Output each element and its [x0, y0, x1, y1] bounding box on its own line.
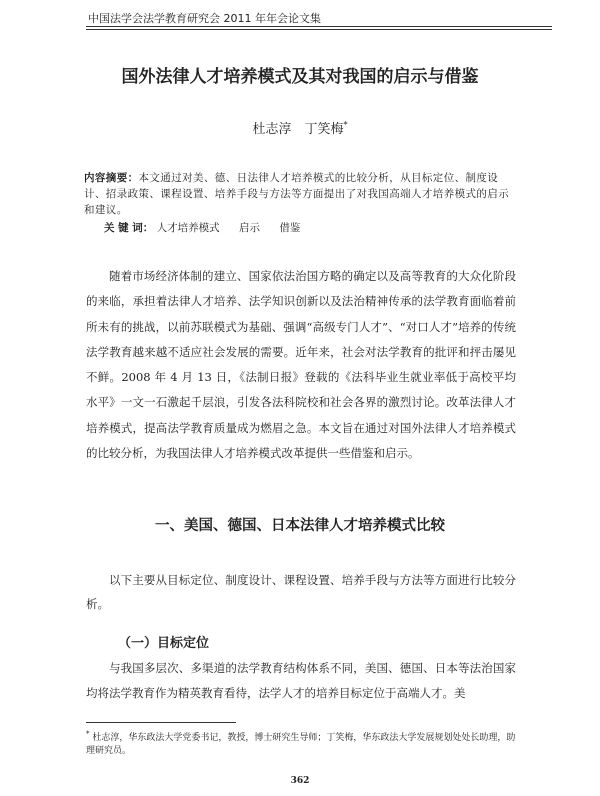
- header-rule-top: [86, 26, 552, 27]
- section-heading: 一、美国、德国、日本法律人才培养模式比较: [155, 517, 445, 534]
- keyword: 启示: [239, 222, 260, 234]
- footnote-text: 杜志淳，华东政法大学党委书记，教授，博士研究生导师；丁笑梅，华东政法大学发展规划处处长助理，助理研究员。: [86, 733, 516, 756]
- paper-title: 国外法律人才培养模式及其对我国的启示与借鉴: [121, 67, 479, 87]
- header-rule-bottom: [86, 29, 552, 30]
- abstract-label: 内容摘要：: [84, 172, 139, 184]
- body-paragraph: 随着市场经济体制的建立、国家依法治国方略的确定以及高等教育的大众化阶段的来临，承担着法律人才培养、法学知识创新以及法治精神传承的法学教育面临着前所未有的挑战，以前苏联模式为基础、强调“高级专门人才”、“对口人才”培养的传统法学教育越来越不适应社会发展的需要。近年来，社会对法学教育的批评和抨击屡见不鲜。2008 年 4 月 13 日，《法制日报》登载的《法科毕业生就业率低于高校平均水平》一文一石激起千层浪，引发各法科院校和社会各界的激烈讨论。改革法律人才培养模式，提高法学教育质量成为燃眉之急。本文旨在通过对国外法律人才培养模式的比较分析，为我国法律人才培养模式改革提供一些借鉴和启示。: [86, 269, 516, 461]
- footnote-rule: [86, 722, 236, 723]
- footnote-mark: *: [86, 730, 90, 738]
- authors: 杜志淳 丁笑梅: [252, 122, 344, 137]
- section-intro-paragraph: 以下主要从目标定位、制度设计、课程设置、培养手段与方法等方面进行比较分析。: [86, 573, 516, 611]
- keyword: 借鉴: [279, 222, 301, 234]
- author-footnote-mark: *: [343, 120, 348, 130]
- subsection-paragraph: 与我国多层次、多渠道的法学教育结构体系不同，美国、德国、日本等法治国家均将法学教育作为精英教育看待，法学人才的培养目标定位于高端人才。美: [86, 661, 516, 700]
- footnote: [86, 728, 518, 758]
- page-number: 362: [290, 776, 310, 786]
- running-head: 中国法学会法学教育研究会 2011 年年会论文集: [88, 12, 321, 25]
- abstract: [84, 170, 516, 218]
- abstract-text: 本文通过对美、德、日法律人才培养模式的比较分析，从目标定位、制度设计、招录政策、课程设置、培养手段与方法等方面提出了对我国高端人才培养模式的启示和建议。: [84, 172, 510, 216]
- keyword: 人才培养模式: [156, 222, 220, 234]
- authors-line: [80, 118, 520, 137]
- keywords-label: 关 键 词：: [104, 222, 154, 234]
- subsection-heading: （一）目标定位: [118, 636, 210, 651]
- keywords: [104, 220, 524, 236]
